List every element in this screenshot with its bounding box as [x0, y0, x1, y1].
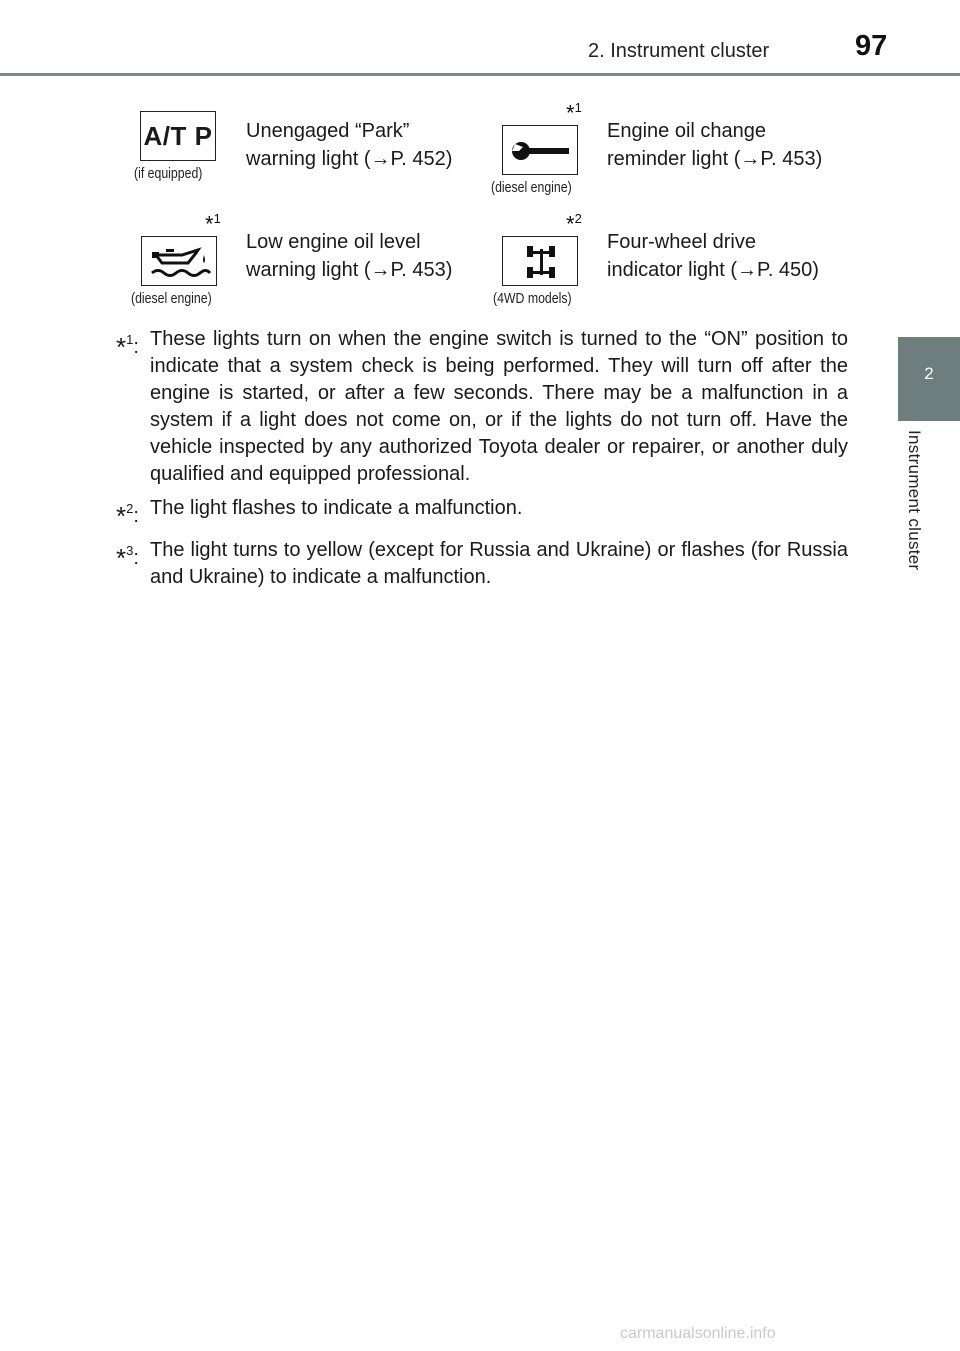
- chapter-tab[interactable]: [898, 337, 960, 421]
- footnote-text: The light flashes to indicate a malfunction.: [150, 497, 523, 519]
- four-wheel-drive-icon: [503, 237, 579, 287]
- wrench-indicator-box: [502, 125, 578, 175]
- section-title: 2. Instrument cluster: [588, 40, 770, 62]
- four-wheel-drive-indicator-box: [502, 236, 578, 286]
- watermark: carmanualsonline.info: [620, 1325, 776, 1342]
- indicator-caption: (4WD models): [493, 290, 572, 307]
- footnote: *$^1$: These lights turn on when the engine switch is turned to the “ON” position to indicate that a system check is being performed. They will turn off after the engine is started, or after a few seconds. There may be a malfunction in a system if a light does not come on, or if the lights do not turn off. Have the vehicle inspected by any authorized Toyota dealer or repairer, or another duly qualified and equipped professional.: [116, 326, 848, 488]
- indicator-description: Unengaged “Park” warning light (→P. 452): [246, 120, 453, 170]
- atp-indicator-box: [140, 111, 216, 161]
- chapter-label: Instrument cluster: [905, 430, 924, 571]
- header-rule: [0, 73, 960, 76]
- indicator-description: Low engine oil level warning light (→P. 453): [246, 231, 453, 281]
- footnote-text: These lights turn on when the engine switch is turned to the “ON” position to indicate that a system check is being performed. They will turn off after the engine is started, or after a few seconds. There may be a malfunction in a system if a light does not come on, or if the lights do not turn off. Have the vehicle inspected by any authorized Toyota dealer or repairer, or another duly qualified and equipped professional.: [150, 328, 848, 485]
- indicator-description: Four-wheel drive indicator light (→P. 450): [607, 231, 819, 281]
- footnotes: [116, 326, 848, 598]
- indicator-caption: (diesel engine): [491, 179, 572, 196]
- indicator-caption: (diesel engine): [131, 290, 212, 307]
- atp-text-icon: A/T P: [143, 121, 213, 151]
- indicator-caption: (if equipped): [134, 165, 203, 182]
- footnote-text: The light turns to yellow (except for Russia and Ukraine) or flashes (for Russia and Ukraine) to indicate a malfunction.: [150, 539, 848, 588]
- wrench-icon: [503, 126, 579, 176]
- footnote-mark: *$^2$: [566, 211, 582, 237]
- footnote-mark: *$^1$: [205, 211, 221, 237]
- page-number: 97: [855, 30, 888, 62]
- oil-level-indicator-box: [141, 236, 217, 286]
- footnote: *$^2$: The light flashes to indicate a malfunction.: [116, 495, 848, 530]
- oil-can-level-icon: [142, 237, 218, 287]
- footnote-mark: *$^1$: [566, 100, 582, 126]
- indicator-description: Engine oil change reminder light (→P. 453): [607, 120, 823, 170]
- footnote: *$^3$: The light turns to yellow (except for Russia and Ukraine) or flashes (for Russia and Ukraine) to indicate a malfunction.: [116, 537, 848, 591]
- chapter-number: 2: [924, 364, 934, 383]
